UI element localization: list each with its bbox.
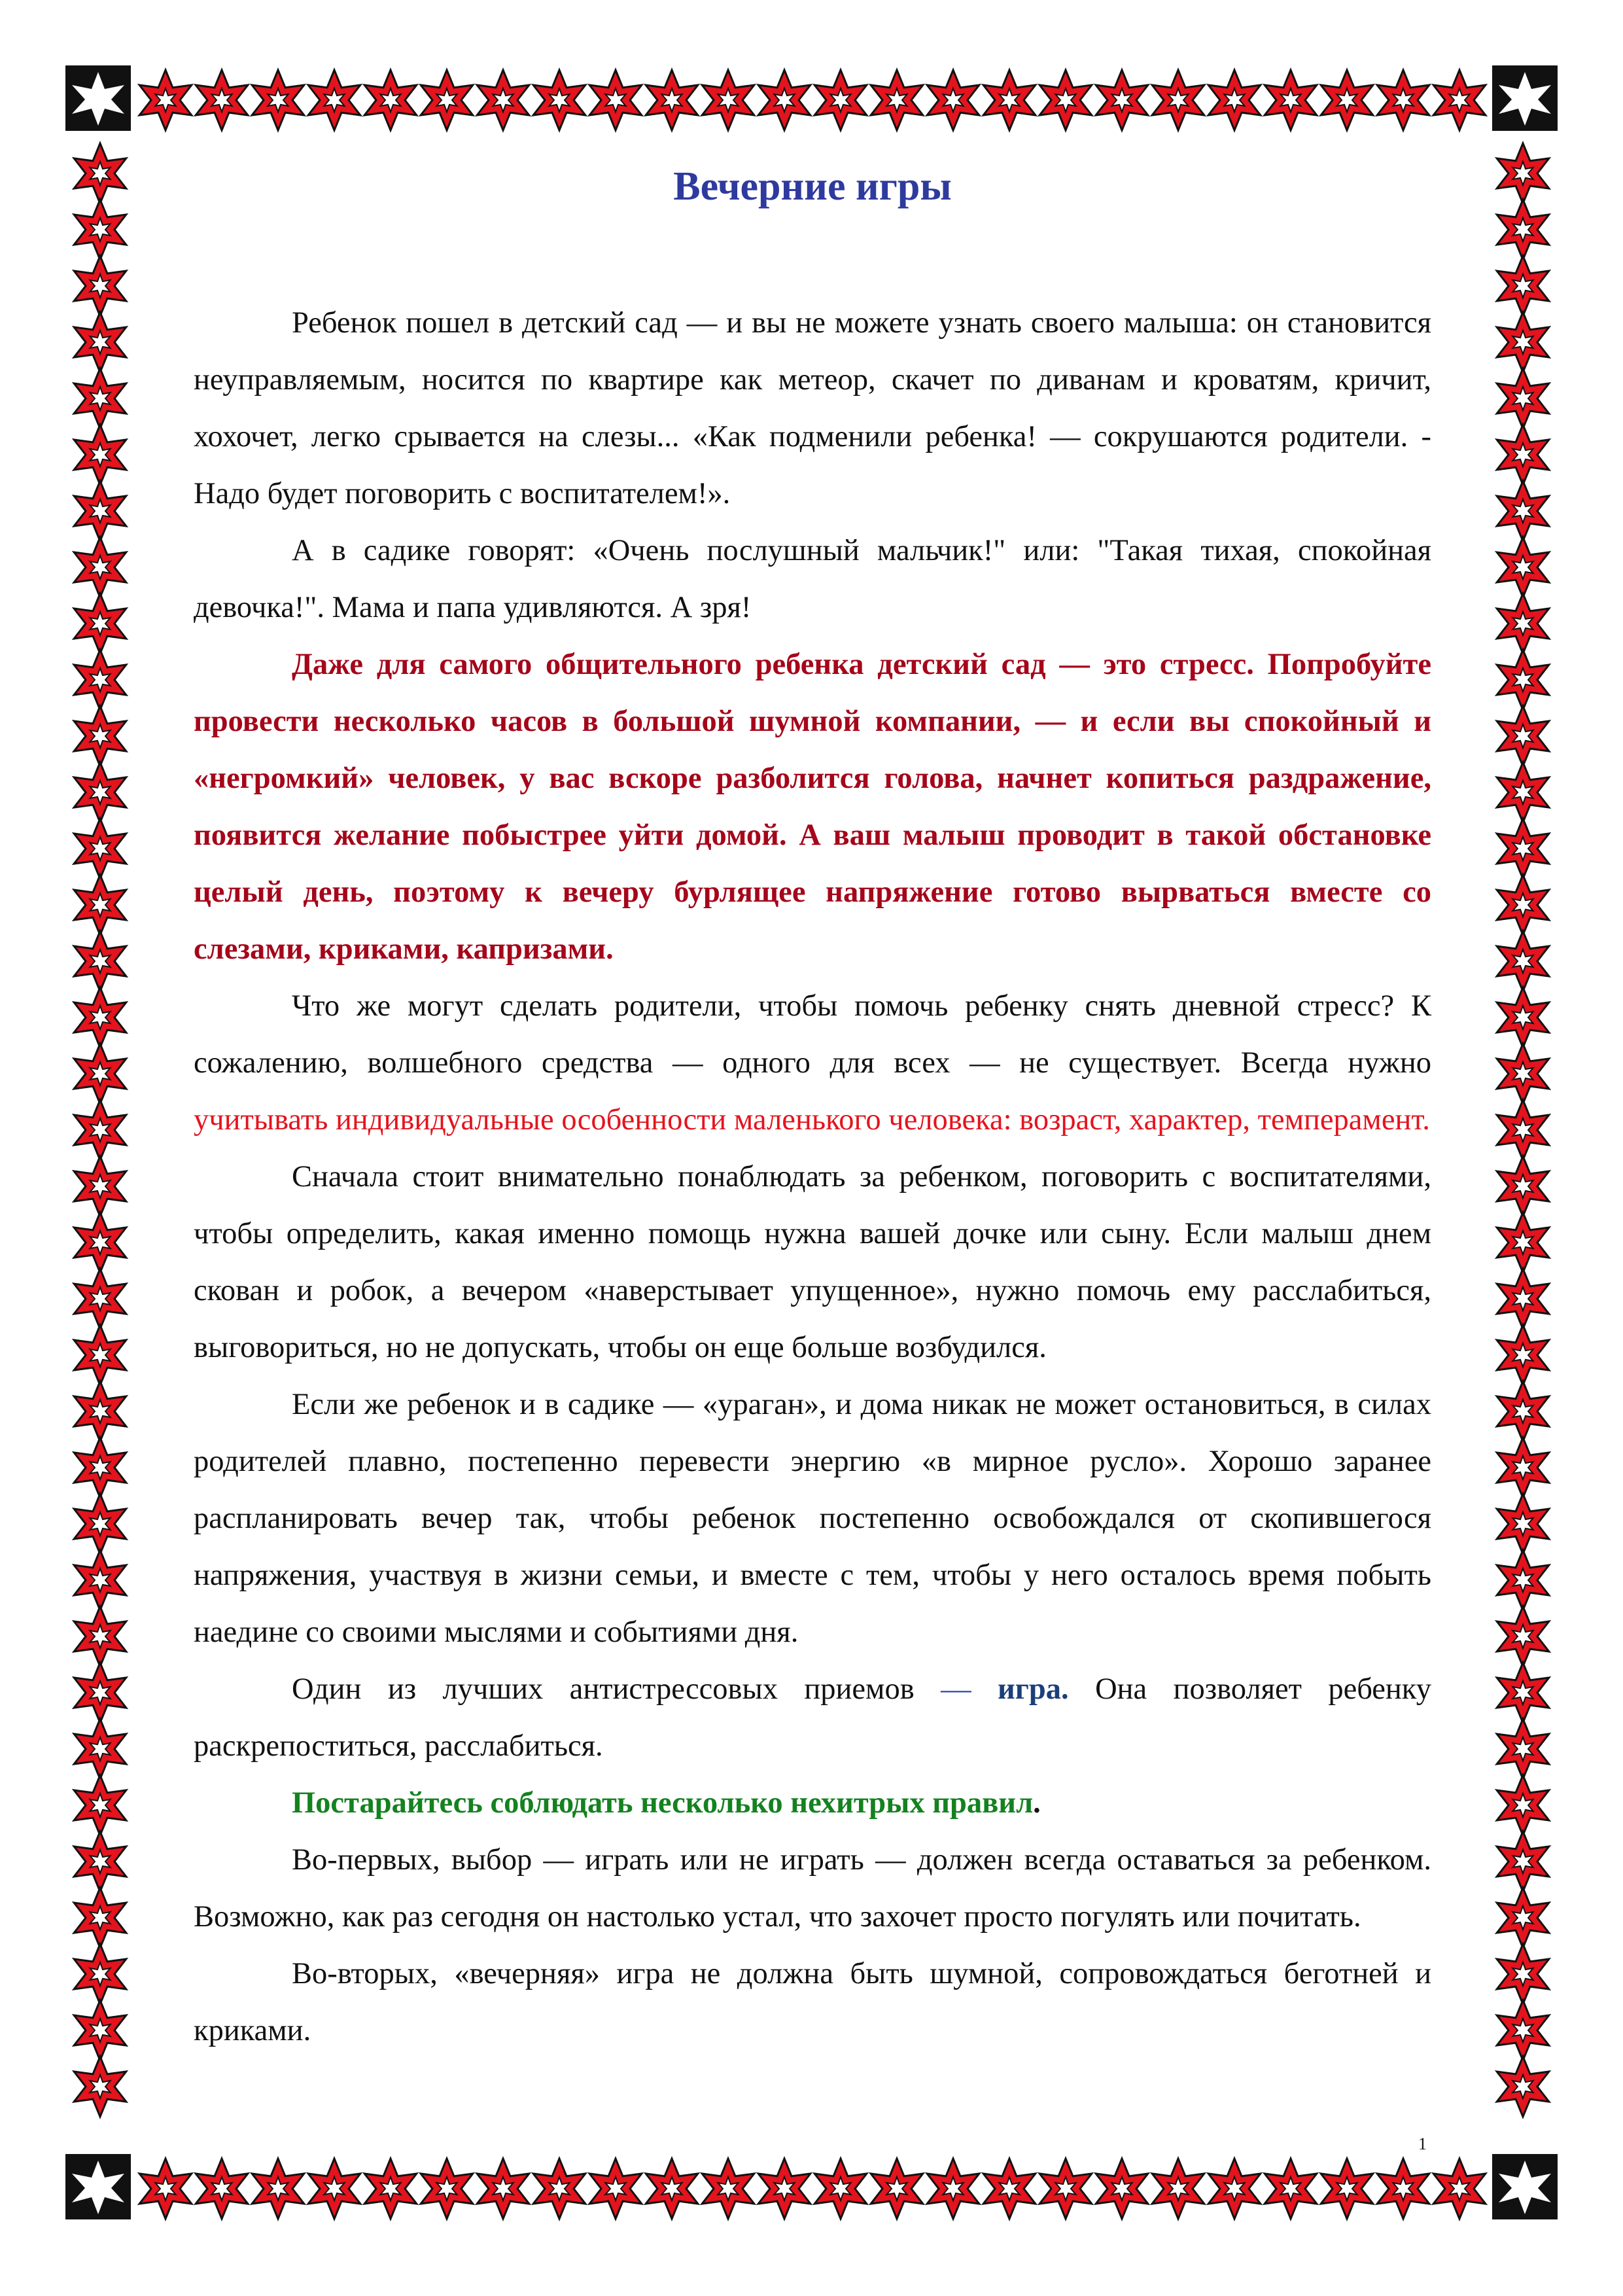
ornament-star-left-21	[74, 1325, 126, 1385]
paragraph-7-dash: —	[941, 1672, 971, 1706]
ornament-star-top-3	[308, 70, 360, 130]
paragraph-1: Ребенок пошел в детский сад — и вы не можете узнать своего малыша: он становится неуправляемым, носится по квартире как метеор, скачет по диванам и кроватям, кричит, хохочет, легко срывается на слезы... «Как подменили ребенка! — сокрушаются родители. - Надо будет поговорить с воспитателем!».	[194, 306, 1431, 510]
ornament-star-left-4	[74, 368, 126, 429]
ornament-star-top-23	[1433, 70, 1486, 130]
ornament-star-left-15	[74, 987, 126, 1048]
ornament-star-left-14	[74, 931, 126, 991]
border-right	[1487, 137, 1559, 2153]
ornament-star-top-21	[1321, 70, 1373, 130]
ornament-star-right-18	[1497, 1156, 1549, 1216]
ornament-star-bottom-15	[983, 2159, 1036, 2219]
ornament-star-right-24	[1497, 1494, 1549, 1554]
ornament-star-left-13	[74, 875, 126, 935]
paragraph-5: Сначала стоит внимательно понаблюдать за ребенком, поговорить с воспитателями, чтобы определить, какая именно помощь нужна вашей дочке или сыну. Если малыш днем скован и робок, а вечером «наверстывает упущенное», нужно помочь ему расслабиться, выговориться, но не допускать, чтобы он еще больше возбудился.	[194, 1160, 1431, 1364]
ornament-star-bottom-17	[1096, 2159, 1148, 2219]
ornament-star-left-26	[74, 1606, 126, 1667]
ornament-star-left-7	[74, 537, 126, 597]
rules-heading-text: Постарайтесь соблюдать несколько нехитрых правил	[292, 1786, 1034, 1820]
rules-heading-period: .	[1033, 1786, 1041, 1820]
ornament-star-left-24	[74, 1494, 126, 1554]
paragraph-4-text: Что же могут сделать родители, чтобы помочь ребенку снять дневной стресс? К сожалению, волшебного средства — одного для всех — не существует. Всегда нужно	[194, 989, 1431, 1080]
ornament-star-top-15	[983, 70, 1036, 130]
page-title: Вечерние игры	[673, 164, 952, 209]
ornament-star-top-13	[871, 70, 923, 130]
ornament-star-right-0	[1497, 143, 1549, 203]
ornament-star-bottom-8	[589, 2159, 642, 2219]
ornament-star-bottom-11	[758, 2159, 811, 2219]
ornament-star-top-17	[1096, 70, 1148, 130]
ornament-star-right-26	[1497, 1606, 1549, 1667]
ornament-star-top-10	[702, 70, 754, 130]
ornament-star-right-6	[1497, 481, 1549, 541]
ornament-star-right-25	[1497, 1550, 1549, 1610]
ornament-star-bottom-6	[477, 2159, 529, 2219]
ornament-star-left-33	[74, 2000, 126, 2060]
ornament-star-bottom-3	[308, 2159, 360, 2219]
ornament-star-left-20	[74, 1269, 126, 1329]
ornament-star-bottom-20	[1265, 2159, 1317, 2219]
ornament-star-right-32	[1497, 1944, 1549, 2004]
ornament-star-left-6	[74, 481, 126, 541]
ornament-star-left-29	[74, 1775, 126, 1835]
ornament-star-left-19	[74, 1212, 126, 1273]
ornament-star-left-16	[74, 1044, 126, 1104]
ornament-star-right-7	[1497, 537, 1549, 597]
ornament-star-bottom-12	[814, 2159, 867, 2219]
ornament-star-bottom-18	[1152, 2159, 1204, 2219]
ornament-star-right-1	[1497, 200, 1549, 260]
ornament-star-bottom-13	[871, 2159, 923, 2219]
ornament-star-bottom-10	[702, 2159, 754, 2219]
paragraph-2: А в садике говорят: «Очень послушный мальчик!" или: "Такая тихая, спокойная девочка!". Мама и папа удивляются. А зря!	[194, 534, 1431, 624]
ornament-star-bottom-4	[364, 2159, 417, 2219]
ornament-star-left-2	[74, 256, 126, 316]
ornament-star-right-5	[1497, 425, 1549, 485]
ornament-star-left-30	[74, 1831, 126, 1892]
ornament-star-bottom-22	[1377, 2159, 1429, 2219]
ornament-star-top-5	[421, 70, 473, 130]
border-bottom	[64, 2153, 1559, 2225]
paragraph-3-highlight: Даже для самого общительного ребенка детский сад — это стресс. Попробуйте провести несколько часов в большой шумной компании, — и если вы спокойный и «негромкий» человек, у вас вскоре разболится голова, начнет копиться раздражение, появится желание побыстрее уйти домой. А ваш малыш проводит в такой обстановке целый день, поэтому к вечеру бурлящее напряжение готово вырваться вместе со слезами, криками, капризами.	[194, 648, 1431, 966]
ornament-star-right-29	[1497, 1775, 1549, 1835]
ornament-star-right-34	[1497, 2057, 1549, 2117]
ornament-star-left-1	[74, 200, 126, 260]
paragraph-4	[194, 978, 1431, 1148]
document-body	[194, 150, 1431, 2059]
ornament-star-left-25	[74, 1550, 126, 1610]
paragraph-8-rules-heading	[194, 1775, 1431, 1831]
ornament-star-top-22	[1377, 70, 1429, 130]
paragraph-7-keyword: игра.	[971, 1672, 1069, 1706]
ornament-star-top-6	[477, 70, 529, 130]
corner-star-icon-bottom-right	[1492, 2154, 1558, 2219]
ornament-star-right-21	[1497, 1325, 1549, 1385]
paragraph-10: Во-вторых, «вечерняя» игра не должна быть шумной, сопровождаться беготней и криками.	[194, 1957, 1431, 2047]
ornament-star-right-30	[1497, 1831, 1549, 1892]
ornament-star-right-12	[1497, 819, 1549, 879]
ornament-star-left-27	[74, 1663, 126, 1723]
ornament-star-left-11	[74, 762, 126, 822]
ornament-star-right-19	[1497, 1212, 1549, 1273]
ornament-star-right-11	[1497, 762, 1549, 822]
ornament-star-bottom-2	[252, 2159, 304, 2219]
red-star-ornament-bottom	[64, 2153, 1559, 2225]
ornament-star-right-13	[1497, 875, 1549, 935]
ornament-star-top-0	[139, 70, 192, 130]
ornament-star-top-1	[196, 70, 248, 130]
ornament-star-right-33	[1497, 2000, 1549, 2060]
ornament-star-right-16	[1497, 1044, 1549, 1104]
ornament-star-top-19	[1208, 70, 1261, 130]
ornament-star-top-9	[646, 70, 698, 130]
paragraph-6: Если же ребенок и в садике — «ураган», и дома никак не может остановиться, в силах родителей плавно, постепенно перевести энергию «в мирное русло». Хорошо заранее распланировать вечер так, чтобы ребенок постепенно освобождался от скопившегося напряжения, участвуя в жизни семьи, и вместе с тем, чтобы у него осталось время побыть наедине со своими мыслями и событиями дня.	[194, 1388, 1431, 1649]
paragraph-7	[194, 1661, 1431, 1775]
ornament-star-left-12	[74, 819, 126, 879]
ornament-star-top-12	[814, 70, 867, 130]
ornament-star-right-14	[1497, 931, 1549, 991]
ornament-star-left-5	[74, 425, 126, 485]
ornament-star-left-0	[74, 143, 126, 203]
ornament-star-bottom-5	[421, 2159, 473, 2219]
ornament-star-right-4	[1497, 368, 1549, 429]
paragraph-7-text: Один из лучших антистрессовых приемов	[292, 1672, 941, 1706]
ornament-star-left-18	[74, 1156, 126, 1216]
ornament-star-bottom-1	[196, 2159, 248, 2219]
ornament-star-top-4	[364, 70, 417, 130]
paragraph-9: Во-первых, выбор — играть или не играть — должен всегда оставаться за ребенком. Возможно, как раз сегодня он настолько устал, что захочет просто погулять или почитать.	[194, 1843, 1431, 1934]
ornament-star-right-9	[1497, 650, 1549, 710]
ornament-star-bottom-7	[533, 2159, 585, 2219]
ornament-star-bottom-16	[1039, 2159, 1092, 2219]
ornament-star-left-22	[74, 1381, 126, 1441]
ornament-star-top-7	[533, 70, 585, 130]
ornament-star-bottom-21	[1321, 2159, 1373, 2219]
ornament-star-right-28	[1497, 1719, 1549, 1779]
ornament-star-right-10	[1497, 706, 1549, 766]
ornament-star-right-27	[1497, 1663, 1549, 1723]
ornament-star-top-8	[589, 70, 642, 130]
ornament-star-left-3	[74, 312, 126, 372]
ornament-star-right-23	[1497, 1438, 1549, 1498]
ornament-star-left-28	[74, 1719, 126, 1779]
ornament-star-top-14	[927, 70, 979, 130]
ornament-star-top-20	[1265, 70, 1317, 130]
paragraph-7-text-end: Она позволяет ребенку раскрепоститься, расслабиться.	[194, 1672, 1431, 1763]
ornament-star-left-32	[74, 1944, 126, 2004]
ornament-star-right-15	[1497, 987, 1549, 1048]
page-number: 1	[1418, 2134, 1427, 2153]
ornament-star-right-22	[1497, 1381, 1549, 1441]
ornament-star-bottom-14	[927, 2159, 979, 2219]
ornament-star-left-8	[74, 593, 126, 654]
red-star-ornament-top	[64, 64, 1559, 136]
ornament-star-bottom-19	[1208, 2159, 1261, 2219]
ornament-star-right-20	[1497, 1269, 1549, 1329]
ornament-star-right-17	[1497, 1100, 1549, 1160]
ornament-star-left-17	[74, 1100, 126, 1160]
ornament-star-left-34	[74, 2057, 126, 2117]
ornament-star-top-11	[758, 70, 811, 130]
corner-star-icon-top-right	[1492, 65, 1558, 131]
ornament-star-left-9	[74, 650, 126, 710]
border-top	[64, 64, 1559, 136]
corner-star-icon-bottom-left	[65, 2154, 131, 2219]
ornament-star-bottom-23	[1433, 2159, 1486, 2219]
ornament-star-bottom-9	[646, 2159, 698, 2219]
ornament-star-left-10	[74, 706, 126, 766]
ornament-star-right-8	[1497, 593, 1549, 654]
ornament-star-right-2	[1497, 256, 1549, 316]
red-star-ornament-right	[1487, 137, 1559, 2153]
ornament-star-bottom-0	[139, 2159, 192, 2219]
border-left	[64, 137, 136, 2153]
ornament-star-right-3	[1497, 312, 1549, 372]
ornament-star-top-2	[252, 70, 304, 130]
red-star-ornament-left	[64, 137, 136, 2153]
ornament-star-right-31	[1497, 1888, 1549, 1948]
ornament-star-top-16	[1039, 70, 1092, 130]
ornament-star-left-31	[74, 1888, 126, 1948]
ornament-star-top-18	[1152, 70, 1204, 130]
ornament-star-left-23	[74, 1438, 126, 1498]
paragraph-4-highlight: учитывать индивидуальные особенности маленького человека: возраст, характер, темперамент.	[194, 1103, 1430, 1137]
corner-star-icon-top-left	[65, 65, 131, 131]
